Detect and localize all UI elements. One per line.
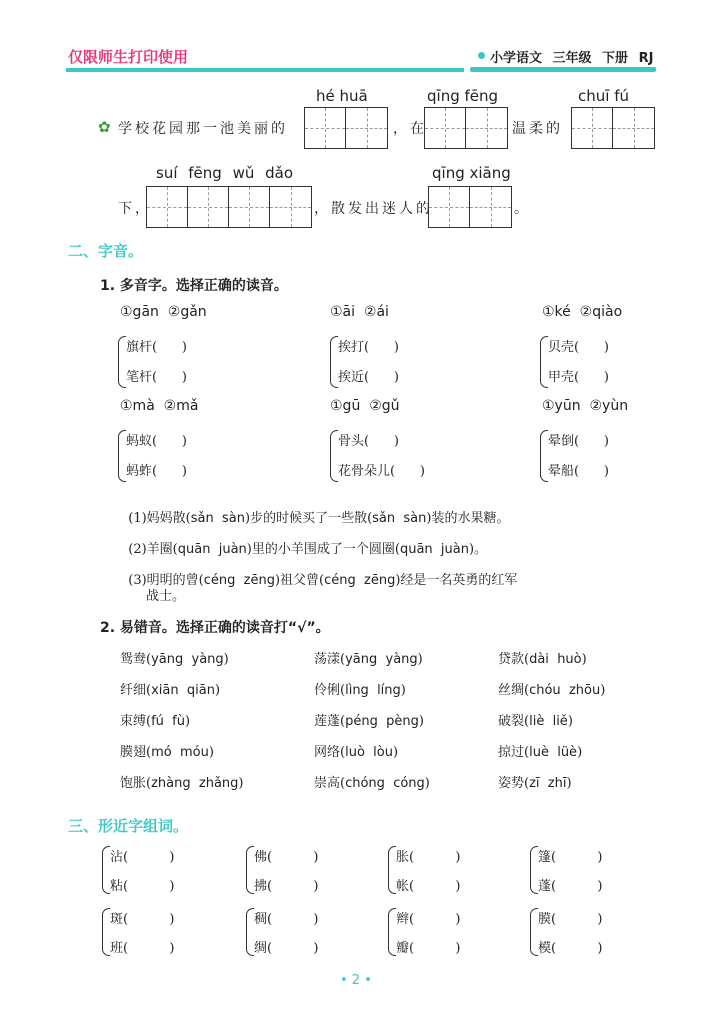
item-yundao[interactable]: 晕倒( ) bbox=[548, 434, 609, 449]
brace bbox=[118, 430, 126, 482]
pair-item[interactable]: 篷( ) bbox=[538, 850, 603, 865]
header-divider bbox=[66, 68, 464, 72]
item-mazha[interactable]: 蚂蚱( ) bbox=[126, 464, 187, 479]
word-4[interactable]: 纤细(xiān qiān) bbox=[120, 683, 221, 698]
options-ai: ①āi ②ái bbox=[330, 304, 389, 320]
word-5[interactable]: 伶俐(lìng líng) bbox=[314, 683, 406, 698]
writing-grid-qingfeng[interactable] bbox=[424, 107, 508, 149]
q2-title: 2. 易错音。选择正确的读音打“√”。 bbox=[100, 620, 330, 636]
pinyin-chuifu: chuī fú bbox=[578, 87, 629, 105]
sentence-part-6: 。 bbox=[514, 201, 531, 217]
word-14[interactable]: 崇高(chóng cóng) bbox=[314, 776, 430, 791]
word-13[interactable]: 饱胀(zhàng zhǎng) bbox=[120, 776, 244, 791]
word-11[interactable]: 网络(luò lòu) bbox=[314, 745, 399, 760]
brace bbox=[388, 846, 396, 894]
brace bbox=[246, 908, 254, 956]
pair-item[interactable]: 拂( ) bbox=[254, 879, 319, 894]
brace bbox=[330, 430, 338, 482]
sentence-part-4: 下， bbox=[118, 201, 152, 217]
brace bbox=[388, 908, 396, 956]
pair-item[interactable]: 辫( ) bbox=[396, 912, 461, 927]
brace bbox=[540, 430, 548, 482]
pinyin-qingfeng: qīng fēng bbox=[427, 87, 499, 105]
item-jiaqiao[interactable]: 甲壳( ) bbox=[548, 370, 609, 385]
section-3-title: 三、形近字组词。 bbox=[68, 817, 189, 835]
pair-item[interactable]: 稠( ) bbox=[254, 912, 319, 927]
brace bbox=[530, 908, 538, 956]
writing-grid-suifengwudao[interactable] bbox=[146, 186, 312, 228]
brace bbox=[102, 846, 110, 894]
writing-grid-qingxiang[interactable] bbox=[428, 186, 512, 228]
sentence-2: (2)羊圈(quān juàn)里的小羊围成了一个圆圈(quān juàn)。 bbox=[128, 542, 488, 557]
sentence-part-3: 温柔的 bbox=[512, 121, 563, 137]
word-3[interactable]: 贷款(dài huò) bbox=[498, 652, 587, 667]
pair-item[interactable]: 斑( ) bbox=[110, 912, 175, 927]
pinyin-suifengwudao: suí fēng wǔ dǎo bbox=[156, 164, 293, 182]
word-10[interactable]: 膜翅(mó móu) bbox=[120, 745, 214, 760]
pair-item[interactable]: 班( ) bbox=[110, 941, 175, 956]
word-8[interactable]: 莲蓬(péng pèng) bbox=[314, 714, 424, 729]
word-7[interactable]: 束缚(fú fù) bbox=[120, 714, 191, 729]
options-ke: ①ké ②qiào bbox=[542, 304, 623, 320]
item-huaguduoer[interactable]: 花骨朵儿( ) bbox=[338, 464, 425, 479]
page-number: • 2 • bbox=[340, 973, 372, 988]
options-yun: ①yūn ②yùn bbox=[542, 398, 629, 414]
word-9[interactable]: 破裂(liè liě) bbox=[498, 714, 573, 729]
writing-grid-hehua[interactable] bbox=[304, 107, 388, 149]
pair-item[interactable]: 绸( ) bbox=[254, 941, 319, 956]
header-dot-icon bbox=[478, 52, 485, 59]
section-2-title: 二、字音。 bbox=[68, 242, 144, 260]
sentence-part-5: ，散发出迷人的 bbox=[314, 201, 433, 217]
word-1[interactable]: 鸳鸯(yāng yàng) bbox=[120, 652, 229, 667]
brace bbox=[246, 846, 254, 894]
word-12[interactable]: 掠过(luè lüè) bbox=[498, 745, 583, 760]
header-divider-accent bbox=[470, 67, 656, 72]
pair-item[interactable]: 模( ) bbox=[538, 941, 603, 956]
sentence-part-1: 学校花园那一池美丽的 bbox=[118, 121, 288, 137]
options-ma: ①mà ②mǎ bbox=[120, 398, 199, 414]
brace bbox=[530, 846, 538, 894]
item-aijin[interactable]: 挨近( ) bbox=[338, 370, 399, 385]
item-mayi[interactable]: 蚂蚁( ) bbox=[126, 434, 187, 449]
pair-item[interactable]: 胀( ) bbox=[396, 850, 461, 865]
brace bbox=[118, 336, 126, 388]
sentence-part-2: ，在 bbox=[393, 121, 427, 137]
pinyin-qingxiang: qīng xiāng bbox=[432, 164, 511, 182]
watermark-label: 仅限师生打印使用 bbox=[68, 48, 189, 66]
brace bbox=[102, 908, 110, 956]
word-2[interactable]: 荡漾(yāng yàng) bbox=[314, 652, 423, 667]
q1-title: 1. 多音字。选择正确的读音。 bbox=[100, 278, 288, 294]
item-qigan[interactable]: 旗杆( ) bbox=[126, 340, 187, 355]
options-gan: ①gān ②gǎn bbox=[120, 304, 207, 320]
book-info: 小学语文 三年级 下册 RJ bbox=[490, 51, 654, 66]
item-beike[interactable]: 贝壳( ) bbox=[548, 340, 609, 355]
brace bbox=[330, 336, 338, 388]
brace bbox=[540, 336, 548, 388]
sentence-3-cont: 战士。 bbox=[146, 589, 186, 604]
sentence-1: (1)妈妈散(sǎn sàn)步的时候买了一些散(sǎn sàn)装的水果糖。 bbox=[128, 511, 510, 526]
pair-item[interactable]: 蓬( ) bbox=[538, 879, 603, 894]
item-yunchuan[interactable]: 晕船( ) bbox=[548, 464, 609, 479]
writing-grid-chuifu[interactable] bbox=[571, 107, 655, 149]
word-15[interactable]: 姿势(zī zhī) bbox=[498, 776, 572, 791]
item-bigan[interactable]: 笔杆( ) bbox=[126, 370, 187, 385]
item-aida[interactable]: 挨打( ) bbox=[338, 340, 399, 355]
sentence-3: (3)明明的曾(céng zēng)祖父曾(céng zēng)经是一名英勇的红军 bbox=[128, 573, 518, 588]
pair-item[interactable]: 瓣( ) bbox=[396, 941, 461, 956]
item-gutou[interactable]: 骨头( ) bbox=[338, 434, 399, 449]
pair-item[interactable]: 粘( ) bbox=[110, 879, 175, 894]
pinyin-hehua: hé huā bbox=[316, 87, 368, 105]
pair-item[interactable]: 佛( ) bbox=[254, 850, 319, 865]
pair-item[interactable]: 膜( ) bbox=[538, 912, 603, 927]
flower-icon: ✿ bbox=[98, 118, 111, 136]
pair-item[interactable]: 帐( ) bbox=[396, 879, 461, 894]
word-6[interactable]: 丝绸(chóu zhōu) bbox=[498, 683, 606, 698]
pair-item[interactable]: 沾( ) bbox=[110, 850, 175, 865]
options-gu: ①gū ②gǔ bbox=[330, 398, 400, 414]
